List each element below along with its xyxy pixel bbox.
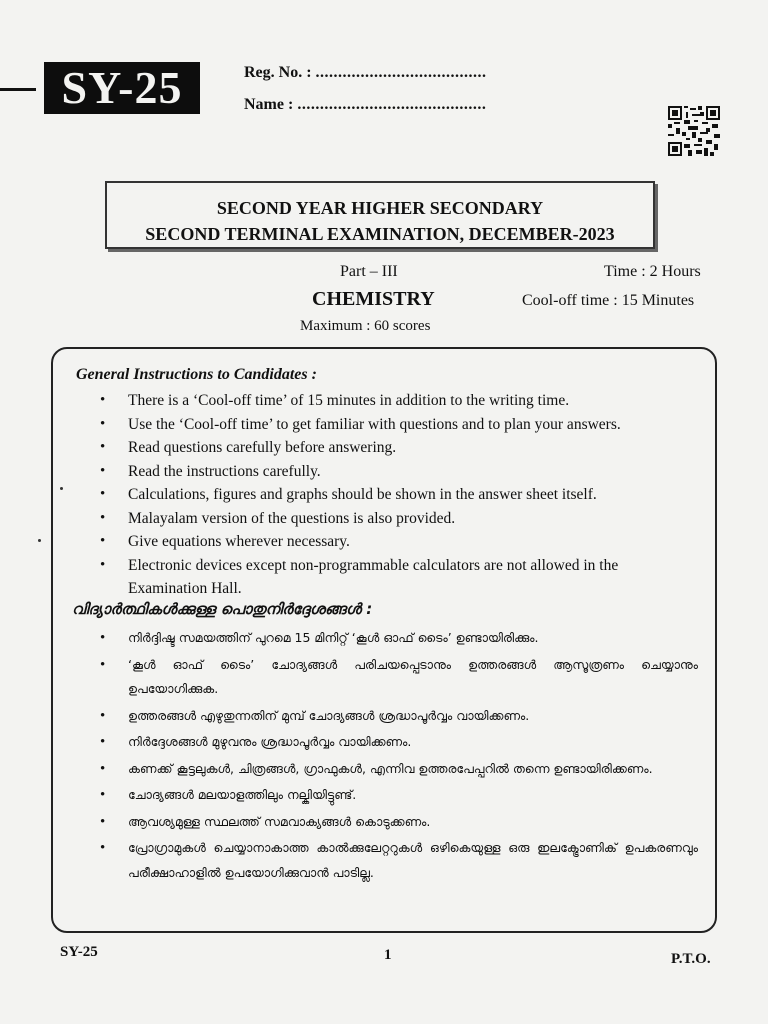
- name-blank: ..........................................: [297, 96, 487, 113]
- bullet-icon: •: [100, 840, 106, 856]
- please-turn-over: P.T.O.: [671, 951, 711, 967]
- malayalam-instructions-heading: വിദ്യാർത്ഥികൾക്കുള്ള പൊതുനിർദ്ദേശങ്ങൾ :: [72, 600, 373, 618]
- bullet-icon: •: [100, 630, 106, 646]
- name-label: Name :: [244, 96, 294, 113]
- print-speck: [60, 487, 63, 490]
- margin-rule: [0, 88, 36, 91]
- list-item: [98, 810, 698, 835]
- reg-no-blank: ......................................: [315, 64, 487, 81]
- list-item: [98, 626, 698, 651]
- print-speck: [38, 539, 41, 542]
- list-item: [98, 757, 698, 782]
- bullet-icon: •: [100, 787, 106, 803]
- bullet-icon: •: [100, 486, 106, 502]
- bullet-icon: •: [100, 813, 106, 830]
- maximum-score-label: Maximum : 60 scores: [300, 318, 431, 334]
- instruction-text: Use the ‘Cool-off time’ to get familiar with questions and to plan your answers.: [128, 415, 621, 433]
- instructions-list: [98, 389, 698, 601]
- malayalam-instruction-text: പ്രോഗ്രാമുകൾ ചെയ്യാനാകാത്ത കാൽക്കുലേറ്ററുകൾ ഒഴികെയുള്ള ഒരു ഇലക്ട്രോണിക് ഉപകരണവും പരീക്ഷാഹാളിൽ ഉപയോഗിക്കുവാൻ പാടില്ല.: [128, 840, 698, 880]
- exam-title-line-1: SECOND YEAR HIGHER SECONDARY: [216, 198, 544, 218]
- page-number: 1: [384, 947, 392, 963]
- malayalam-instructions-list: [98, 626, 698, 887]
- list-item: [98, 460, 698, 484]
- list-item: [98, 530, 698, 554]
- cool-off-time-label: Cool-off time : 15 Minutes: [522, 292, 695, 309]
- list-item: [98, 836, 698, 885]
- bullet-icon: •: [100, 533, 106, 549]
- list-item: [98, 704, 698, 729]
- reg-no-label: Reg. No. :: [244, 64, 312, 81]
- malayalam-instruction-text: ആവശ്യമുള്ള സ്ഥലത്ത് സമവാക്യങ്ങൾ കൊടുക്കണം.: [128, 813, 431, 829]
- list-item: [98, 783, 698, 808]
- bullet-icon: •: [100, 462, 106, 479]
- list-item: [98, 653, 698, 702]
- bullet-icon: •: [100, 509, 106, 526]
- bullet-icon: •: [100, 656, 106, 673]
- instruction-text: Electronic devices except non-programmable calculators are not allowed in the Examination Hall.: [128, 556, 619, 597]
- bullet-icon: •: [100, 760, 106, 777]
- exam-title-line-2: SECOND TERMINAL EXAMINATION, DECEMBER-2023: [145, 224, 615, 244]
- instruction-text: Read the instructions carefully.: [128, 462, 321, 480]
- instruction-text: There is a ‘Cool-off time’ of 15 minutes in addition to the writing time.: [128, 392, 570, 409]
- bullet-icon: •: [100, 415, 106, 432]
- bullet-icon: •: [100, 734, 106, 750]
- instruction-text: Give equations wherever necessary.: [128, 533, 350, 550]
- bullet-icon: •: [100, 556, 106, 573]
- instruction-text: Malayalam version of the questions is also provided.: [128, 509, 456, 527]
- list-item: [98, 436, 698, 460]
- malayalam-instruction-text: ഉത്തരങ്ങൾ എഴുതുന്നതിന് മുമ്പ് ചോദ്യങ്ങൾ ശ്രദ്ധാപൂർവ്വം വായിക്കണം.: [128, 707, 530, 723]
- time-label: Time : 2 Hours: [604, 263, 701, 280]
- part-label: Part – III: [340, 263, 398, 280]
- footer-paper-code: SY-25: [60, 944, 98, 960]
- malayalam-instruction-text: നിർദ്ദിഷ്ട സമയത്തിന് പുറമെ 15 മിനിറ്റ് ‘കൂൾ ഓഫ് ടൈം’ ഉണ്ടായിരിക്കും.: [128, 630, 539, 645]
- list-item: [98, 389, 698, 413]
- list-item: [98, 730, 698, 755]
- list-item: [98, 507, 698, 531]
- paper-code-badge: SY-25: [44, 62, 200, 114]
- instruction-text: Calculations, figures and graphs should be shown in the answer sheet itself.: [128, 486, 597, 503]
- malayalam-instruction-text: കണക്ക് കൂട്ടലുകൾ, ചിത്രങ്ങൾ, ഗ്രാഫുകൾ, എന്നിവ ഉത്തരപേപ്പറിൽ തന്നെ ഉണ്ടായിരിക്കണം.: [128, 760, 653, 776]
- list-item: [98, 413, 698, 437]
- qr-code-icon: [668, 106, 720, 156]
- list-item: [98, 554, 698, 601]
- instructions-heading: General Instructions to Candidates :: [76, 366, 317, 383]
- list-item: [98, 483, 698, 507]
- reg-no-field: [244, 64, 487, 82]
- name-field: [244, 96, 486, 114]
- malayalam-instruction-text: ചോദ്യങ്ങൾ മലയാളത്തിലും നല്കിയിട്ടുണ്ട്.: [128, 787, 357, 802]
- exam-title-box: [105, 181, 655, 249]
- subject-title: CHEMISTRY: [312, 288, 435, 310]
- malayalam-instruction-text: ‘കൂൾ ഓഫ് ടൈം’ ചോദ്യങ്ങൾ പരിചയപ്പെടാനും ഉത്തരങ്ങൾ ആസൂത്രണം ചെയ്യാനും ഉപയോഗിക്കുക.: [128, 656, 698, 696]
- malayalam-instruction-text: നിർദ്ദേശങ്ങൾ മുഴുവനും ശ്രദ്ധാപൂർവ്വം വായിക്കണം.: [128, 734, 412, 749]
- instruction-text: Read questions carefully before answering.: [128, 439, 397, 456]
- bullet-icon: •: [100, 439, 106, 455]
- bullet-icon: •: [100, 707, 106, 724]
- bullet-icon: •: [100, 392, 106, 408]
